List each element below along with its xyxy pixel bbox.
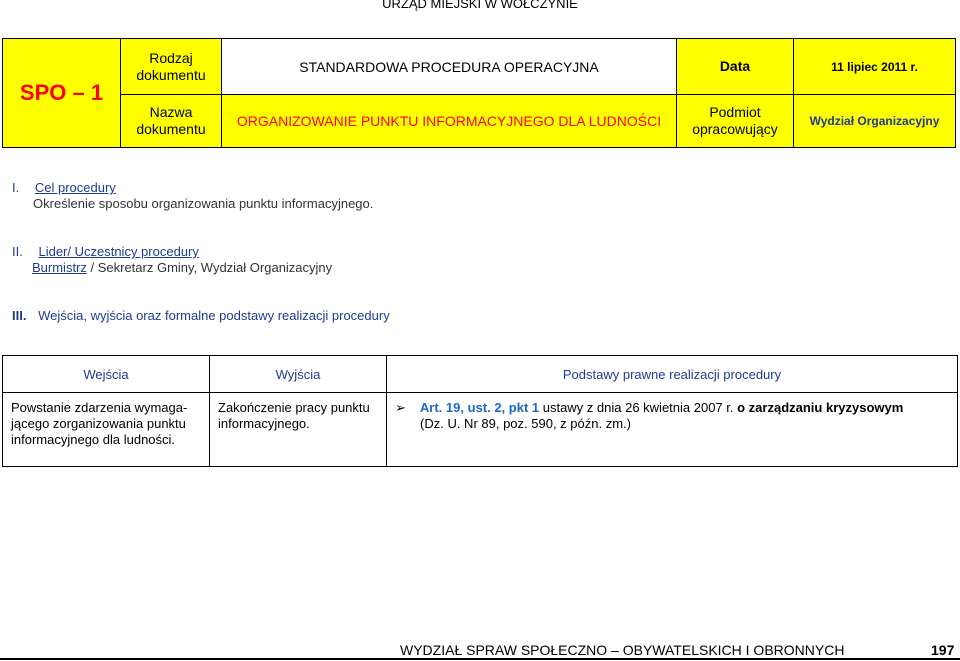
arrow-bullet-icon: ➢ [395,400,406,415]
cell-wejscia: Powstanie zdarzenia wymaga-jącego zorganizowania punktu informacyjnego dla ludności. [11,400,188,447]
label-podmiot: Podmiot opracowujący [677,95,793,147]
procedure-table [2,355,958,467]
section-1 [12,180,373,212]
cell-podstawy [387,392,957,440]
legal-reference: Art. 19, ust. 2, pkt 1 [419,400,540,415]
section-2-title: Lider/ Uczestnicy procedury [38,244,199,259]
value-nazwa: ORGANIZOWANIE PUNKTU INFORMACYJNEGO DLA LUDNOŚCI [222,95,676,147]
section-2 [12,244,332,276]
value-podmiot: Wydział Organizacyjny [794,95,955,147]
section-1-title: Cel procedury [34,180,116,195]
value-rodzaj: STANDARDOWA PROCEDURA OPERACYJNA [299,58,599,75]
section-1-number: I. [12,180,20,195]
value-data: 11 lipiec 2011 r. [794,39,955,94]
legal-citation: (Dz. U. Nr 89, poz. 590, z późn. zm.) [420,416,631,431]
legal-text: ustawy z dnia 26 kwietnia 2007 r. [539,400,738,415]
section-2-lead: Burmistrz [32,260,87,275]
spo-code: SPO – 1 [3,39,120,147]
cell-wyjscia: Zakończenie pracy punktu informacyjnego. [218,400,370,431]
section-1-text: Określenie sposobu organizowania punktu informacyjnego. [33,196,374,211]
document-header: URZĄD MIEJSKI W WOŁCZYNIE [382,0,578,11]
header-podstawy: Podstawy prawne realizacji procedury [562,366,782,382]
footer-department: WYDZIAŁ SPRAW SPOŁECZNO – OBYWATELSKICH I OBRONNYCH [400,642,845,658]
legal-title: o zarządzaniu kryzysowym [737,400,904,415]
section-3 [12,308,390,324]
procedure-header-grid [2,38,956,148]
label-data: Data [677,39,793,94]
section-2-number: II. [12,244,23,259]
footer-rule [0,658,960,660]
header-wyjscia: Wyjścia [275,366,321,382]
section-3-number: III. [12,308,27,323]
section-3-title: Wejścia, wyjścia oraz formalne podstawy realizacji procedury [38,308,390,323]
header-wejscia: Wejścia [83,366,129,382]
section-2-rest: / Sekretarz Gminy, Wydział Organizacyjny [86,260,333,275]
label-nazwa: Nazwa dokumentu [121,95,221,147]
label-rodzaj: Rodzaj dokumentu [121,39,221,94]
page-number: 197 [931,642,955,658]
